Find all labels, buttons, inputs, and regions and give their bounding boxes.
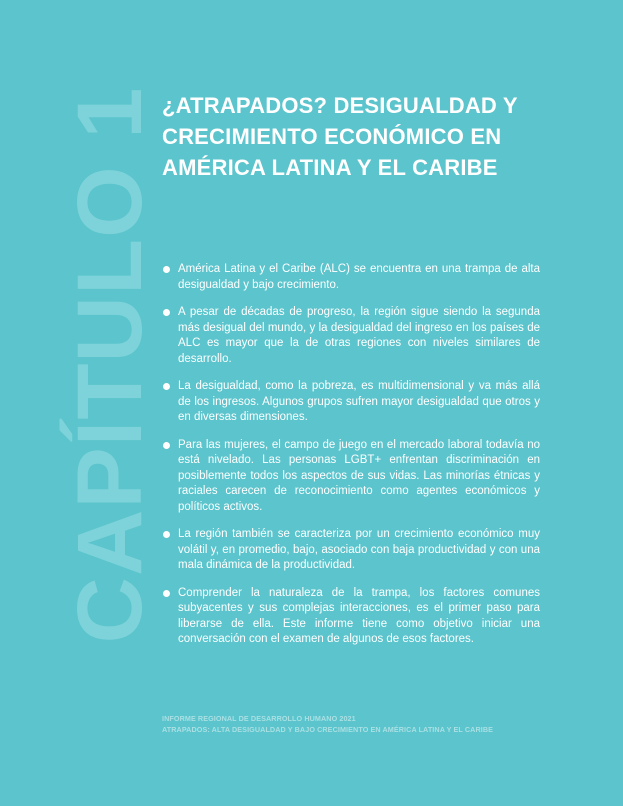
bullet-dot-icon — [163, 442, 170, 449]
bullet-dot-icon — [163, 266, 170, 273]
key-point-text: A pesar de décadas de progreso, la región sigue siendo la segunda más desigual del mundo, y la desigualdad del ingreso en los países de ALC es mayor que la de otras regiones con niveles similares de desarrollo. — [178, 306, 540, 365]
footer-report-subtitle: ATRAPADOS: ALTA DESIGUALDAD Y BAJO CRECIMIENTO EN AMÉRICA LATINA Y EL CARIBE — [162, 725, 494, 734]
key-point-text: La región también se caracteriza por un crecimiento económico muy volátil y, en promedio, bajo, asociado con baja productividad y con una mala dinámica de la productividad. — [178, 528, 540, 571]
chapter-label: CAPÍTULO 1 — [59, 86, 161, 644]
bullet-dot-icon — [163, 309, 170, 316]
bullet-dot-icon — [163, 531, 170, 538]
key-point-text: Comprender la naturaleza de la trampa, los factores comunes subyacentes y sus complejas interacciones, es el primer paso para liberarse de ella. Este informe tiene como objetivo iniciar una conversación con el examen de algunos de esos factores. — [178, 586, 540, 645]
key-point-item — [162, 305, 540, 367]
key-point-item — [162, 527, 540, 574]
key-point-item — [162, 438, 540, 516]
bullet-dot-icon — [163, 590, 170, 597]
key-point-item — [162, 586, 540, 648]
key-point-item — [162, 379, 540, 426]
key-point-text: América Latina y el Caribe (ALC) se encuentra en una trampa de alta desigualdad y bajo crecimiento. — [178, 263, 540, 291]
key-points-list — [162, 262, 540, 660]
key-point-text: La desigualdad, como la pobreza, es multidimensional y va más allá de los ingresos. Algunos grupos sufren mayor desigualdad que otros y en diversas dimensiones. — [178, 380, 540, 423]
key-point-item — [162, 262, 540, 293]
bullet-dot-icon — [163, 383, 170, 390]
footer-report-name: INFORME REGIONAL DE DESARROLLO HUMANO 2021 — [162, 714, 356, 723]
report-footer — [162, 713, 602, 735]
chapter-title: ¿ATRAPADOS? DESIGUALDAD Y CRECIMIENTO ECONÓMICO EN AMÉRICA LATINA Y EL CARIBE — [162, 93, 518, 180]
key-point-text: Para las mujeres, el campo de juego en el mercado laboral todavía no está nivelado. Las personas LGBT+ enfrentan discriminación en posiblemente todos los aspectos de sus vidas. Las minorías étnicas y raciales carecen de reconocimiento como agentes económicos y políticos activos. — [178, 438, 540, 513]
